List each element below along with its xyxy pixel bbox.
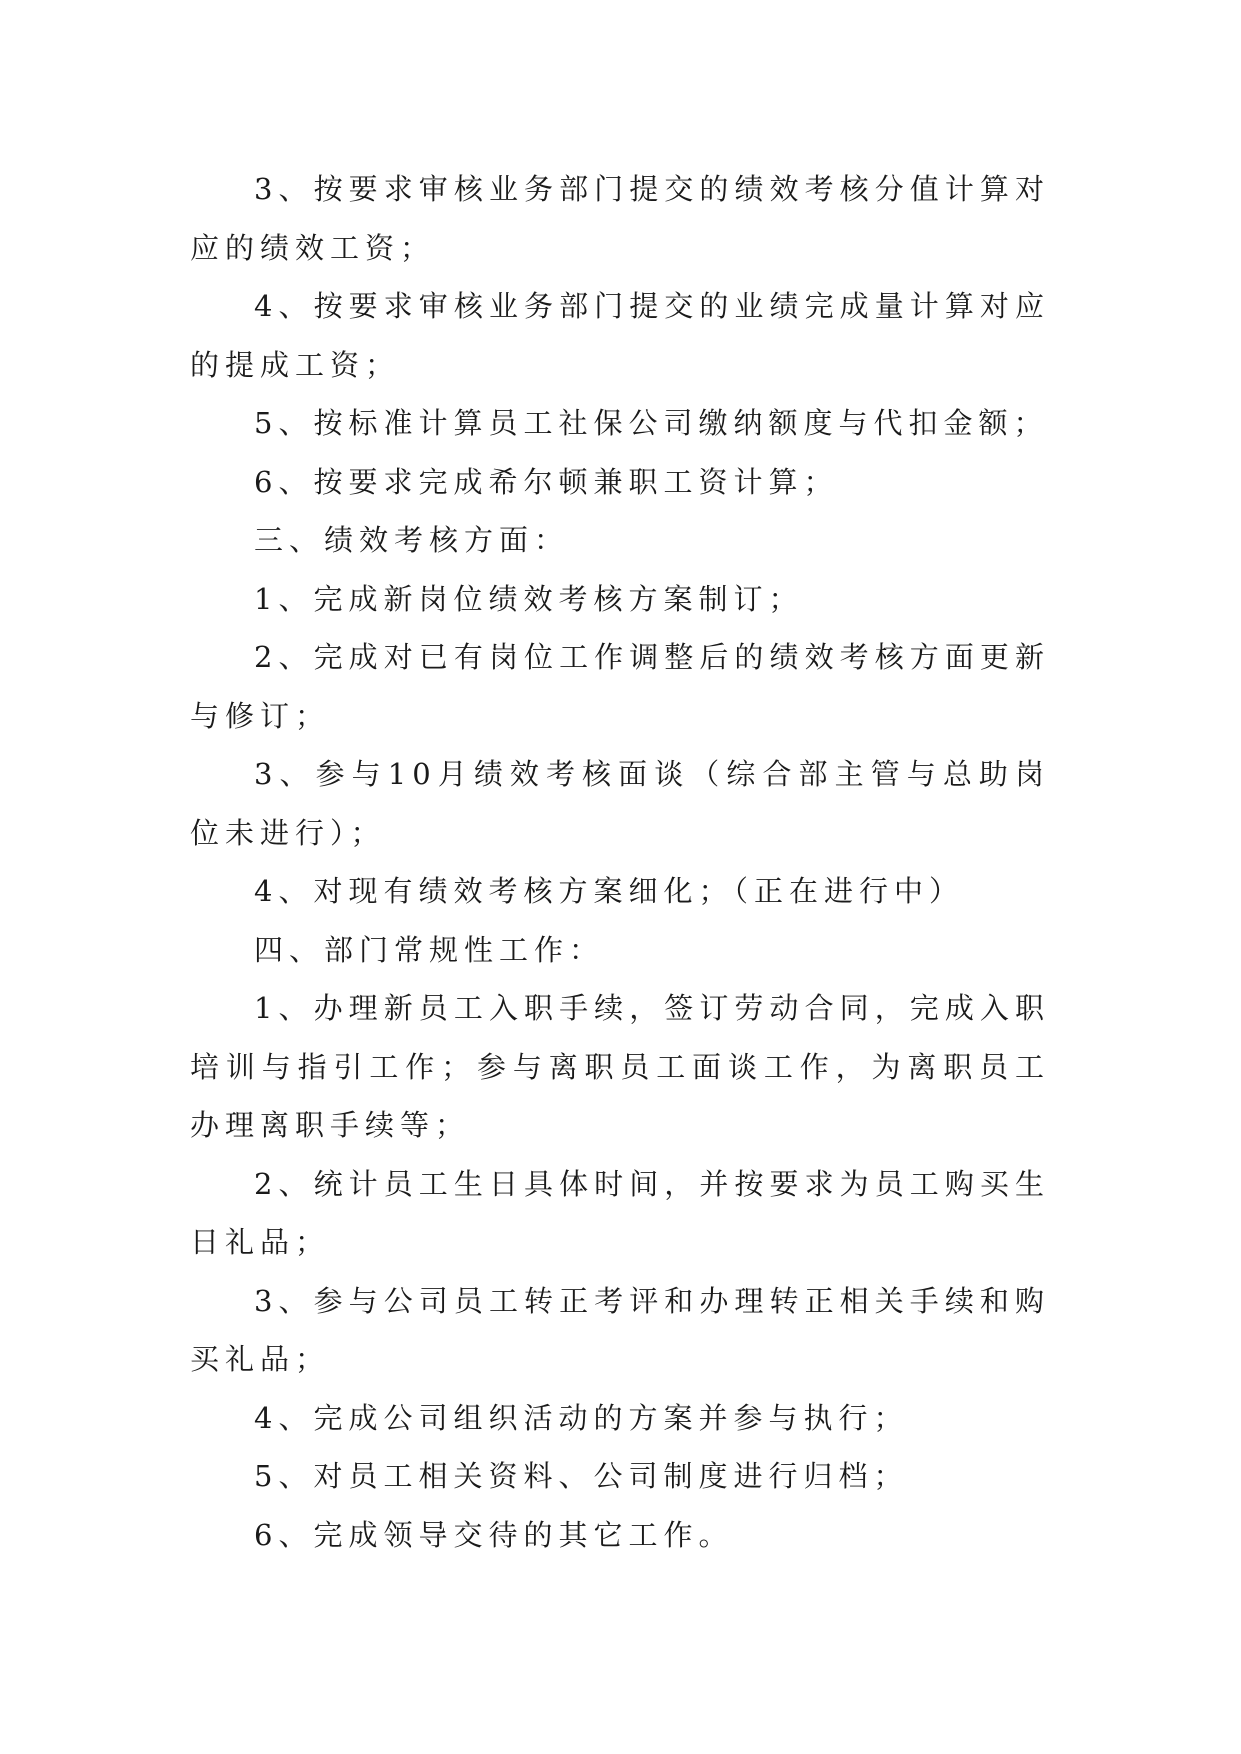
paragraph-birthday-gifts: 2、统计员工生日具体时间，并按要求为员工购买生日礼品； — [190, 1166, 1050, 1259]
section-heading-performance: 三、绩效考核方面： — [254, 523, 570, 557]
document-body — [190, 160, 1050, 1564]
paragraph-onboarding: 1、办理新员工入职手续，签订劳动合同，完成入职培训与指引工作；参与离职员工面谈工作，为离职员工办理离职手续等； — [190, 991, 1050, 1142]
paragraph-company-activities: 4、完成公司组织活动的方案并参与执行； — [254, 1400, 909, 1435]
paragraph-plan-refinement: 4、对现有绩效考核方案细化；（正在进行中） — [254, 874, 964, 908]
paragraph-hilton-parttime: 6、按要求完成希尔顿兼职工资计算； — [254, 464, 839, 499]
paragraph-new-position-plan: 1、完成新岗位绩效考核方案制订； — [254, 581, 804, 616]
paragraph-plan-update: 2、完成对已有岗位工作调整后的绩效考核方面更新与修订； — [190, 640, 1050, 733]
paragraph-regularization: 3、参与公司员工转正考评和办理转正相关手续和购买礼品； — [190, 1283, 1050, 1376]
paragraph-archiving: 5、对员工相关资料、公司制度进行归档； — [254, 1459, 909, 1493]
paragraph-performance-pay: 3、按要求审核业务部门提交的绩效考核分值计算对应的绩效工资； — [190, 172, 1050, 265]
section-heading-routine-work: 四、部门常规性工作： — [254, 932, 605, 967]
paragraph-commission-pay: 4、按要求审核业务部门提交的业绩完成量计算对应的提成工资； — [190, 289, 1050, 382]
paragraph-social-insurance: 5、按标准计算员工社保公司缴纳额度与代扣金额； — [254, 406, 1049, 440]
paragraph-other-tasks: 6、完成领导交待的其它工作。 — [254, 1517, 734, 1552]
paragraph-october-interview: 3、参与10月绩效考核面谈（综合部主管与总助岗位未进行）； — [190, 757, 1050, 850]
